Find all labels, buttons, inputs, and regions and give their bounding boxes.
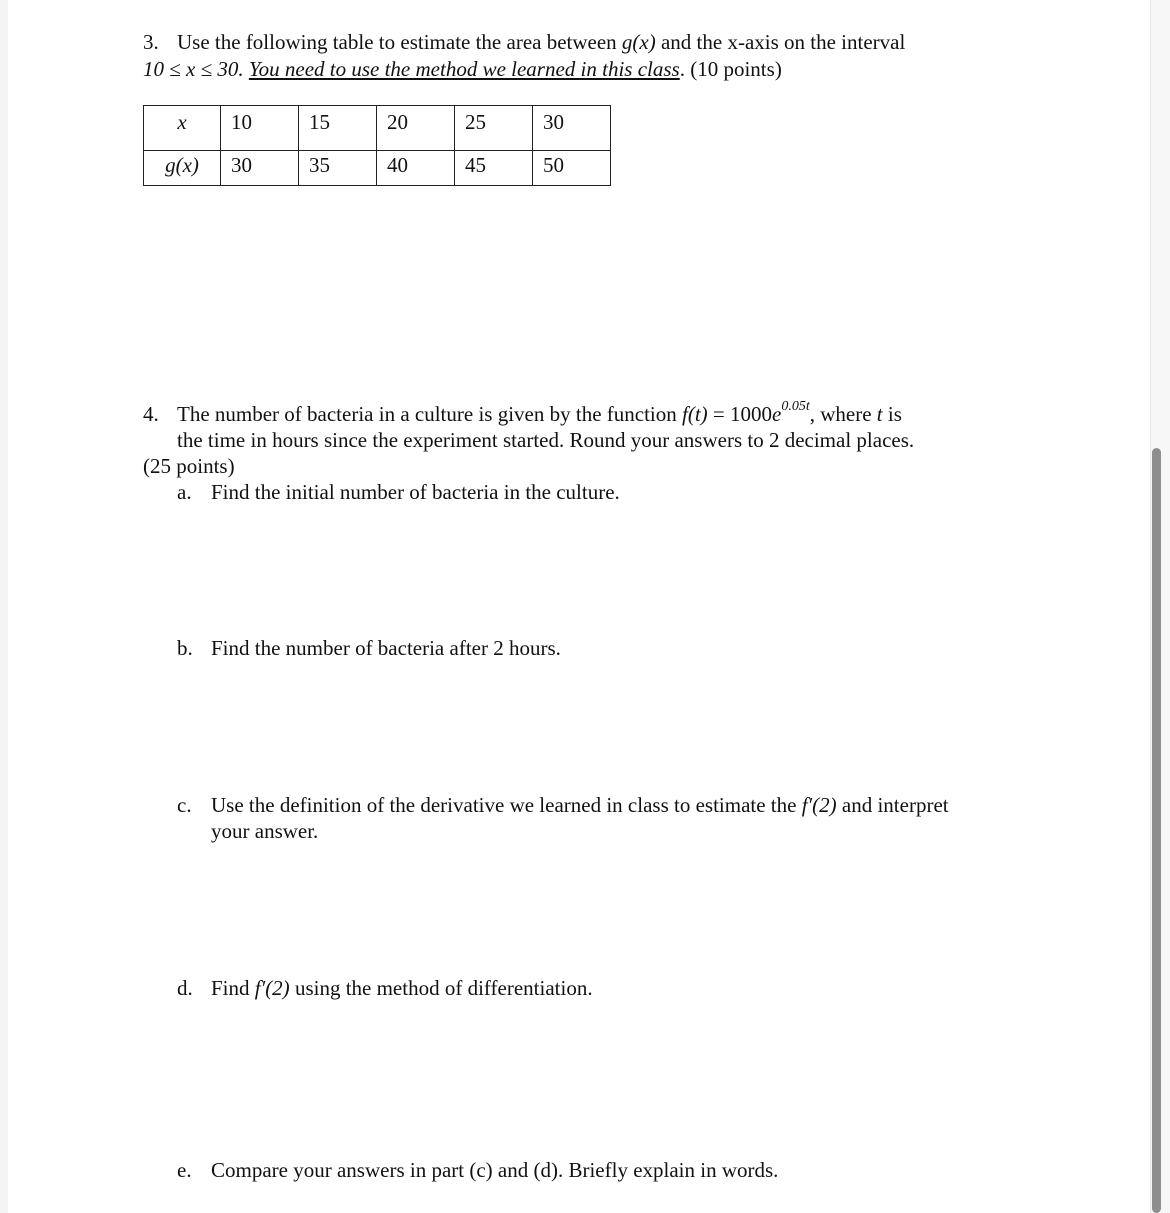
q4-t-var: t: [876, 402, 883, 426]
table-cell: 15: [299, 106, 377, 151]
q4-part-e: [177, 1157, 778, 1183]
q3-points: . (10 points): [679, 57, 782, 81]
part-label: e.: [177, 1158, 192, 1182]
part-text-2: using the method of differentiation.: [289, 976, 593, 1000]
part-fprime2: f′(2): [254, 976, 290, 1000]
q4-points: (25 points): [143, 454, 235, 478]
q4-part-d: [177, 975, 593, 1001]
part-text: Find the initial number of bacteria in the culture.: [211, 480, 620, 504]
table-cell: 20: [377, 106, 455, 151]
q3-line1: [143, 29, 905, 55]
part-text: Use the definition of the derivative we learned in class to estimate the: [211, 793, 802, 817]
table-cell: 30: [533, 106, 611, 151]
q4-part-c-line2: your answer.: [211, 819, 319, 843]
q4-text-part1: The number of bacteria in a culture is given by the function: [177, 402, 682, 426]
table-row-x: [144, 106, 611, 151]
q4-func-eq: = 1000: [707, 402, 772, 426]
q3-line2: [143, 56, 782, 82]
table-row-g: [144, 151, 611, 186]
part-text-2: and interpret: [836, 793, 949, 817]
part-label: c.: [177, 793, 192, 817]
part-fprime2: f′(2): [801, 793, 837, 817]
q3-number: 3.: [143, 30, 159, 54]
table-cell: 35: [299, 151, 377, 186]
q3-interval: 10 ≤ x ≤ 30.: [143, 57, 244, 81]
q4-part-a: [177, 479, 620, 505]
table-cell: 10: [221, 106, 299, 151]
table-cell: 50: [533, 151, 611, 186]
q3-text-part2: and the x-axis on the interval: [655, 30, 906, 54]
q3-g-of-x: g(x): [621, 30, 656, 54]
q4-func-e: e: [772, 402, 782, 426]
q4-number: 4.: [143, 402, 159, 426]
q4-text-part2: , where: [809, 402, 877, 426]
part-text: Find: [211, 976, 255, 1000]
q4-line2: the time in hours since the experiment started. Round your answers to 2 decimal places.: [177, 428, 915, 452]
table-cell: 40: [377, 151, 455, 186]
part-label: a.: [177, 480, 192, 504]
q3-instruction: You need to use the method we learned in this class: [248, 57, 680, 81]
part-text: Compare your answers in part (c) and (d). Briefly explain in words.: [211, 1158, 779, 1182]
q4-line1: [143, 401, 902, 427]
table-cell: 25: [455, 106, 533, 151]
part-label: d.: [177, 976, 193, 1000]
q4-part-c: [177, 792, 949, 818]
q4-text-part3: is: [882, 402, 902, 426]
q3-data-table: [143, 105, 611, 186]
q3-text-part1: Use the following table to estimate the area between: [177, 30, 622, 54]
table-header-g: g(x): [144, 151, 221, 186]
part-text: Find the number of bacteria after 2 hours.: [211, 636, 561, 660]
q4-part-b: [177, 635, 561, 661]
table-header-x: x: [144, 106, 221, 151]
part-label: b.: [177, 636, 193, 660]
q4-func-exponent: 0.05t: [781, 399, 810, 414]
table-cell: 45: [455, 151, 533, 186]
scrollbar-thumb[interactable]: [1152, 448, 1161, 1213]
q4-func-lhs: f(t): [682, 402, 708, 426]
table-cell: 30: [221, 151, 299, 186]
